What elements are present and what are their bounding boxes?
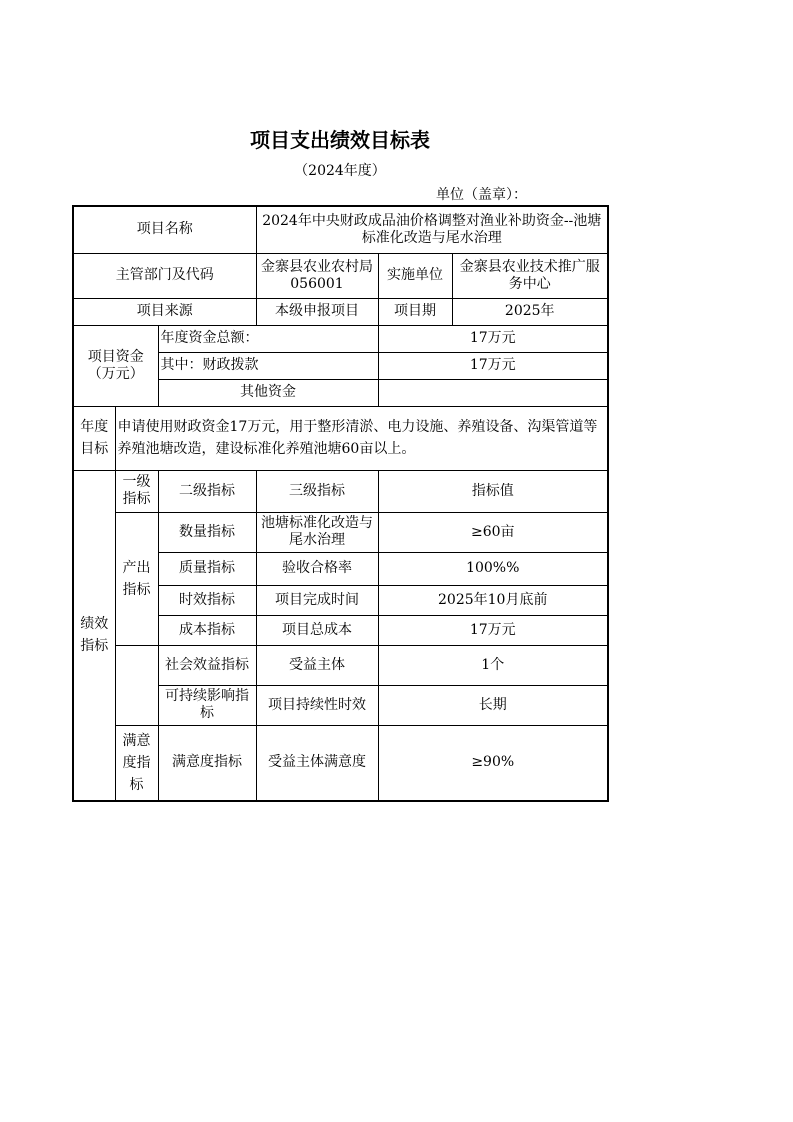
level3-cell: 项目持续性时效 [256, 685, 378, 725]
impl-label: 实施单位 [378, 253, 452, 298]
value-cell: ≥90% [378, 725, 608, 801]
funds-total-label: 年度资金总额： [158, 325, 378, 352]
funds-other-value [378, 379, 608, 406]
level2-cell: 社会效益指标 [158, 645, 256, 685]
goal-label: 年度目标 [73, 406, 115, 470]
impl-value: 金寨县农业技术推广服务中心 [452, 253, 608, 298]
indicators-section-label: 绩效指标 [73, 470, 115, 801]
project-name-label: 项目名称 [73, 206, 256, 253]
value-cell: 100%% [378, 552, 608, 585]
project-name-value: 2024年中央财政成品油价格调整对渔业补助资金--池塘标准化改造与尾水治理 [256, 206, 608, 253]
source-label: 项目来源 [73, 298, 256, 325]
dept-label: 主管部门及代码 [73, 253, 256, 298]
value-cell: 2025年10月底前 [378, 585, 608, 615]
period-label: 项目期 [378, 298, 452, 325]
header-level2: 二级指标 [158, 470, 256, 512]
level2-cell: 质量指标 [158, 552, 256, 585]
header-level1: 一级指标 [115, 470, 158, 512]
level3-cell: 项目完成时间 [256, 585, 378, 615]
level3-cell: 受益主体满意度 [256, 725, 378, 801]
funds-total-value: 17万元 [378, 325, 608, 352]
page-title: 项目支出绩效目标表 [250, 128, 430, 152]
funds-other-label: 其他资金 [158, 379, 378, 406]
level3-cell: 池塘标准化改造与尾水治理 [256, 512, 378, 552]
level2-cell: 可持续影响指标 [158, 685, 256, 725]
dept-value: 金寨县农业农村局056001 [256, 253, 378, 298]
goal-value: 申请使用财政资金17万元，用于整形清淤、电力设施、养殖设备、沟渠管道等养殖池塘改造，建设标准化养殖池塘60亩以上。 [115, 406, 608, 470]
source-value: 本级申报项目 [256, 298, 378, 325]
level2-cell: 满意度指标 [158, 725, 256, 801]
performance-table [72, 205, 609, 802]
value-cell: 长期 [378, 685, 608, 725]
value-cell: 17万元 [378, 615, 608, 645]
value-cell: ≥60亩 [378, 512, 608, 552]
group-level1: 满意度指标 [115, 725, 158, 801]
period-value: 2025年 [452, 298, 608, 325]
level2-cell: 成本指标 [158, 615, 256, 645]
level3-cell: 验收合格率 [256, 552, 378, 585]
group-level1: 产出指标 [115, 512, 158, 645]
value-cell: 1个 [378, 645, 608, 685]
level2-cell: 时效指标 [158, 585, 256, 615]
group-level1 [115, 645, 158, 725]
funds-label: 项目资金（万元） [73, 325, 158, 406]
page-subtitle: （2024年度） [294, 163, 386, 179]
level3-cell: 项目总成本 [256, 615, 378, 645]
header-value: 指标值 [378, 470, 608, 512]
level3-cell: 受益主体 [256, 645, 378, 685]
unit-label: 单位（盖章）： [436, 187, 527, 203]
funds-fiscal-label: 其中：财政拨款 [158, 352, 378, 379]
funds-fiscal-value: 17万元 [378, 352, 608, 379]
header-level3: 三级指标 [256, 470, 378, 512]
level2-cell: 数量指标 [158, 512, 256, 552]
